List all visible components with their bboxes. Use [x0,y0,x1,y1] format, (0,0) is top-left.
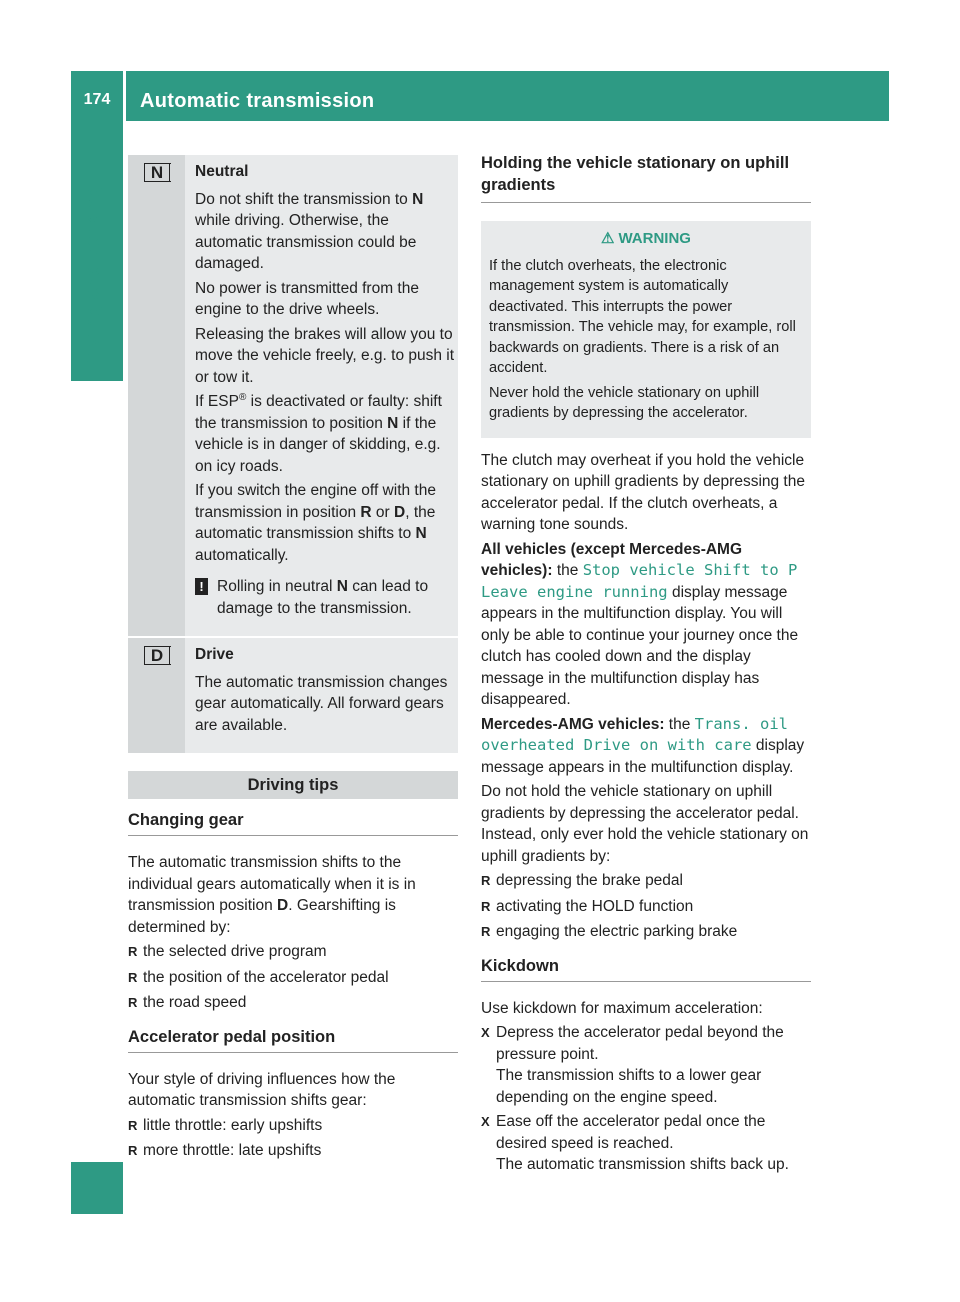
header-separator [123,71,126,121]
list-item: R little throttle: early upshifts [128,1115,458,1137]
section-heading: Holding the vehicle stationary on uphill gradients [481,152,811,203]
section-heading: Accelerator pedal position [128,1026,458,1053]
caution-icon: ! [195,578,208,595]
gear-symbol-cell [128,638,185,753]
warning-text: If the clutch overheats, the electronic management system is automatically deactivated. This interrupts the power transmission. The vehicle may, for example, roll backwards on gradients. There is a risk of an accident. [489,257,796,376]
body-paragraph: Do not hold the vehicle stationary on uphill gradients by depressing the accelerator pedal. Instead, only ever hold the vehicle stationary on uphill gradients by: [481,783,809,865]
body-paragraph: Your style of driving influences how the automatic transmission shifts gear: [128,1070,396,1109]
gear-row-neutral [128,155,458,636]
damage-note: ! Rolling in neutral N can lead to damage to the transmission. [195,576,458,619]
gear-row-drive [128,638,458,753]
body-paragraph: The automatic transmission shifts to the individual gears automatically when it is in transmission position D. Gearshifting is determined by: [128,854,416,936]
gear-title: Drive [195,646,234,663]
warning-text: Never hold the vehicle stationary on uphill gradients by depressing the accelerator. [489,384,760,421]
gear-title: Neutral [195,163,249,180]
gear-d-icon: D [144,646,170,665]
list-item: R more throttle: late upshifts [128,1140,458,1162]
bullet-list [128,941,458,1014]
section-banner: Driving tips [128,771,458,799]
drive-paragraph: The automatic transmission changes gear automatically. All forward gears are available. [195,673,448,734]
neutral-paragraph: Do not shift the transmission to N while driving. Otherwise, the automatic transmission could be damaged. [195,190,424,272]
neutral-paragraph: Releasing the brakes will allow you to move the vehicle freely, e.g. to push it or tow it. [195,325,455,386]
display-message: Stop vehicle Shift to P Leave engine running [481,561,798,601]
side-marker [71,1162,123,1214]
list-item: R the position of the accelerator pedal [128,967,458,989]
neutral-paragraph: If ESP® is deactivated or faulty: shift the transmission to position N if the vehicle is in danger of skidding, e.g. on icy roads. [195,391,442,475]
step-item: X Depress the accelerator pedal beyond the pressure point. The transmission shifts to a lower gear depending on the engine speed. [481,1022,811,1108]
left-column [128,771,458,1166]
gear-description [185,155,458,636]
body-paragraph: All vehicles (except Mercedes-AMG vehicles): the Stop vehicle Shift to P Leave engine running display message appears in the multifunction display. You will only be able to continue your journey once the clutch has cooled down and the display message in the multifunction display has disappeared. [481,540,799,708]
bullet-list [481,870,811,943]
body-paragraph: Use kickdown for maximum acceleration: [481,999,763,1017]
gear-n-icon: N [144,163,170,182]
body-paragraph: The clutch may overheat if you hold the vehicle stationary on uphill gradients by depressing the accelerator pedal. If the clutch overheats, a warning tone sounds. [481,451,805,533]
neutral-paragraph: No power is transmitted from the engine to the drive wheels. [195,279,419,318]
section-heading: Kickdown [481,955,811,982]
gear-symbol-cell [128,155,185,636]
chapter-title: Automatic transmission [140,90,375,112]
list-item: R the selected drive program [128,941,458,963]
warning-box [481,221,811,438]
side-section-label: Driving and parking [82,186,104,374]
warning-triangle-icon: ⚠ [601,230,615,247]
step-list [481,1022,811,1176]
warning-header: ⚠ WARNING [601,230,691,247]
section-heading: Changing gear [128,809,458,836]
right-column [481,152,811,1179]
list-item: R depressing the brake pedal [481,870,811,892]
display-message: Trans. oil overheated Drive on with care [481,714,788,754]
neutral-paragraph: If you switch the engine off with the transmission in position R or D, the automatic transmission shifts to N automatically. [195,482,436,564]
bullet-list [128,1115,458,1162]
body-paragraph: Mercedes-AMG vehicles: the Trans. oil overheated Drive on with care display message appears in the multifunction display. [481,714,805,776]
list-item: R the road speed [128,992,458,1014]
page-number: 174 [83,91,111,108]
list-item: R engaging the electric parking brake [481,921,811,943]
gear-table [128,155,458,753]
gear-description [185,638,458,753]
step-item: X Ease off the accelerator pedal once the desired speed is reached. The automatic transmission shifts back up. [481,1111,811,1176]
list-item: R activating the HOLD function [481,896,811,918]
